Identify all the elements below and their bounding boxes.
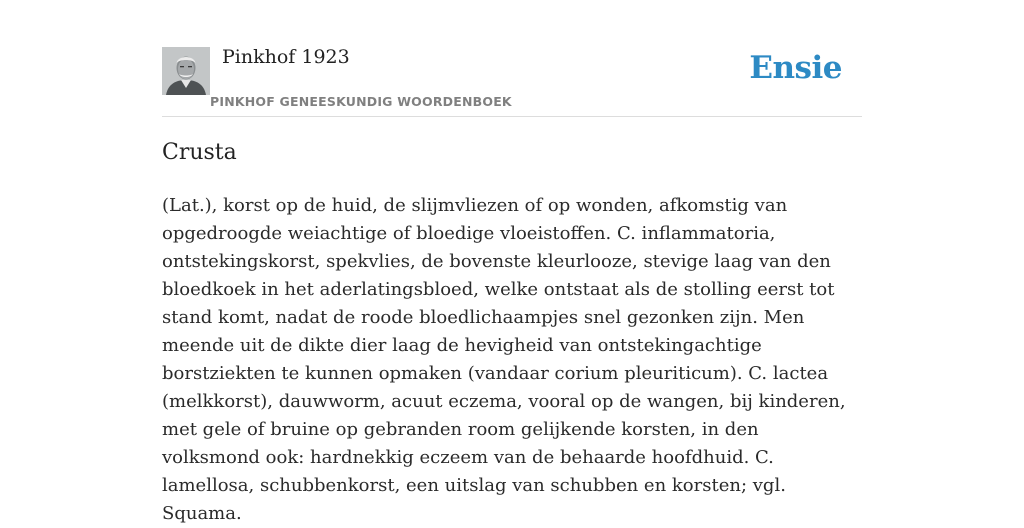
source-title[interactable]: Pinkhof 1923 [222,46,350,68]
avatar[interactable] [162,47,210,95]
portrait-photo-icon [162,47,210,95]
ensie-logo[interactable]: Ensie [749,50,842,86]
source-header [162,46,862,117]
entry-definition: (Lat.), korst op de huid, de slijmvliezen of op wonden, afkomstig van opgedroogde weiachtige of bloedige vloeistoffen. C. inflammatoria, ontstekingskorst, spekvlies, de bovenste kleurlooze, stevige laag van den bloedkoek in het aderlatingsbloed, welke ontstaat als de stolling eerst tot stand komt, nadat de roode bloedlichaampjes snel gezonken zijn. Men meende uit de dikte dier laag de hevigheid van ontstekingachtige borstziekten te kunnen opmaken (vandaar corium pleuriticum). C. lactea (melkkorst), dauwworm, acuut eczema, vooral op de wangen, bij kinderen, met gele of bruine op gebranden room gelijkende korsten, in den volksmond ook: hardnekkig eczeem van de behaarde hoofdhuid. C. lamellosa, schubbenkorst, een uitslag van schubben en korsten; vgl. Squama. [162,195,846,524]
source-subtitle: PINKHOF GENEESKUNDIG WOORDENBOEK [210,94,512,109]
entry-title: Crusta [162,140,237,165]
